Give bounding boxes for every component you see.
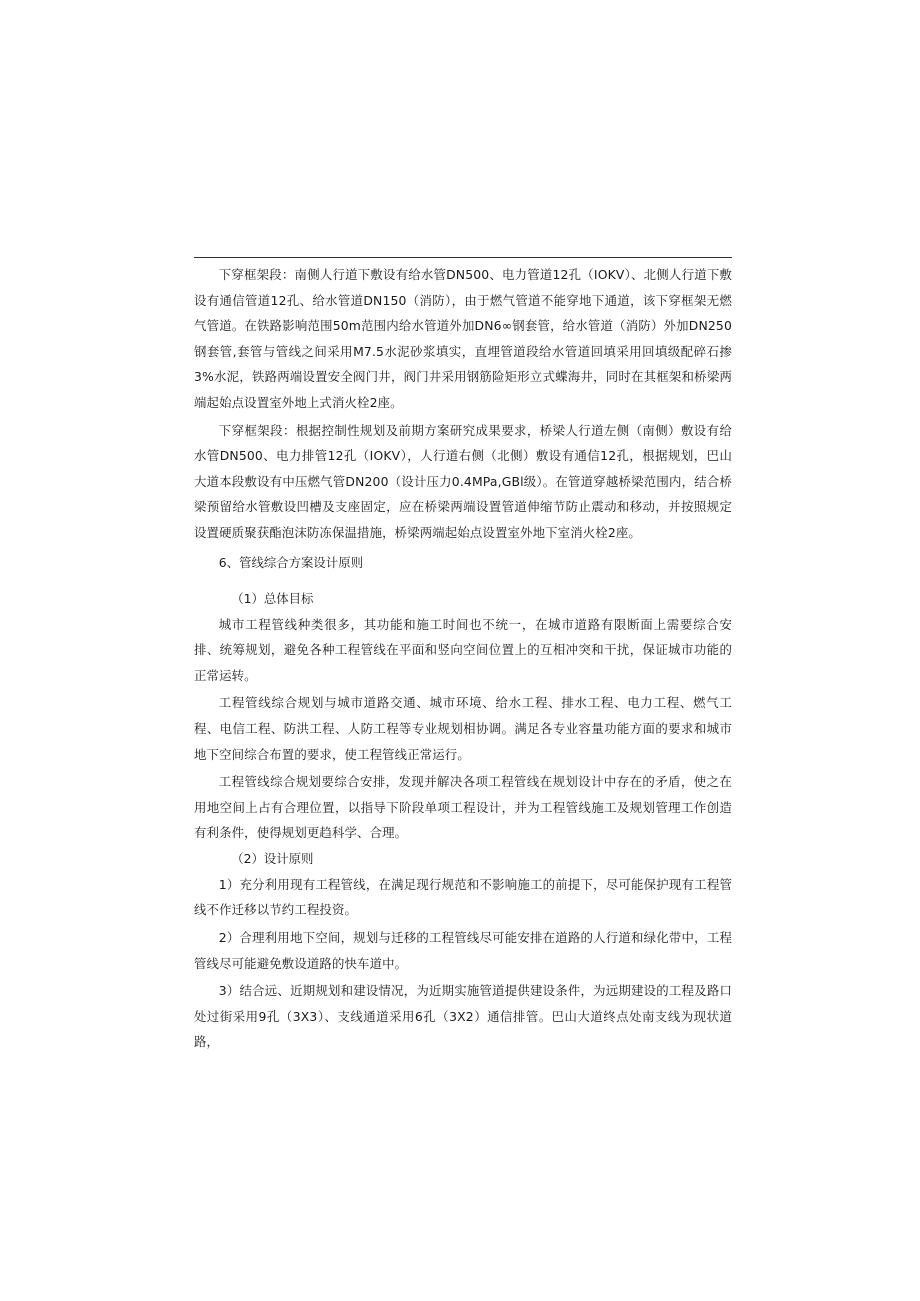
subheading-design-principles: （2）设计原则 (231, 850, 314, 866)
paragraph-goal-2: 工程管线综合规划与城市道路交通、城市环境、给水工程、排水工程、电力工程、燃气工程、电信工程、防洪工程、人防工程等专业规划相协调。满足各专业容量功能方面的要求和城市地下空间综合布置的要求，使工程管线正常运行。 (194, 695, 732, 762)
list-item-principle-2: 2）合理利用地下空间，规划与迁移的工程管线尽可能安排在道路的人行道和绿化带中，工程管线尽可能避免敷设道路的快车道中。 (194, 930, 732, 971)
paragraph-underpass-pipes: 下穿框架段：南侧人行道下敷设有给水管DN500、电力管道12孔（IOKV）、北侧人行道下敷设有通信管道12孔、给水管道DN150（消防），由于燃气管道不能穿地下通道，该下穿框架无燃气管道。在铁路影响范围50m范围内给水管道外加DN6∞钢套管，给水管道（消防）外加DN250钢套管,套管与管线之间采用M7.5水泥砂浆填实，直埋管道段给水管道回填采用回填级配碎石掺3%水泥，铁路两端设置安全阀门井，阀门井采用钢筋险矩形立式蝶海井，同时在其框架和桥梁两端起始点设置室外地上式消火栓2座。 (194, 267, 732, 410)
subheading-overall-goal: （1）总体目标 (231, 590, 314, 606)
section-heading-pipeline-principles: 6、管线综合方案设计原则 (218, 554, 363, 570)
paragraph-underpass-planning: 下穿框架段：根据控制性规划及前期方案研究成果要求，桥梁人行道左侧（南侧）敷设有给水管DN500、电力排管12孔（IOKV），人行道右侧（北侧）敷设有通信12孔，根据规划，巴山大道本段敷设有中压燃气管DN200（设计压力0.4MPa,GBl级）。在管道穿越桥梁范围内，结合桥梁预留给水管敷设凹槽及支座固定，应在桥梁两端设置管道伸缩节防止震动和移动，并按照规定设置硬质聚获酯泡沫防冻保温措施，桥梁两端起始点设置室外地下室消火栓2座。 (194, 422, 732, 540)
list-item-principle-3: 3）结合远、近期规划和建设情况，为近期实施管道提供建设条件，为远期建设的工程及路口处过街采用9孔（3X3）、支线通道采用6孔（3X2）通信排管。巴山大道终点处南支线为现状道路， (194, 983, 732, 1050)
paragraph-goal-1: 城市工程管线种类很多，其功能和施工时间也不统一，在城市道路有限断面上需要综合安排、统筹规划，避免各种工程管线在平面和竖向空间位置上的互相冲突和干扰，保证城市功能的正常运转。 (194, 616, 732, 683)
header-divider (194, 257, 732, 258)
list-item-principle-1: 1）充分利用现有工程管线，在满足现行规范和不影响施工的前提下，尽可能保护现有工程管线不作迁移以节约工程投资。 (194, 876, 732, 918)
paragraph-goal-3: 工程管线综合规划要综合安排，发现并解决各项工程管线在规划设计中存在的矛盾，使之在用地空间上占有合理位置，以指导下阶段单项工程设计，并为工程管线施工及规划管理工作创造有利条件，使得规划更趋科学、合理。 (194, 774, 732, 841)
document-body (194, 262, 732, 1055)
